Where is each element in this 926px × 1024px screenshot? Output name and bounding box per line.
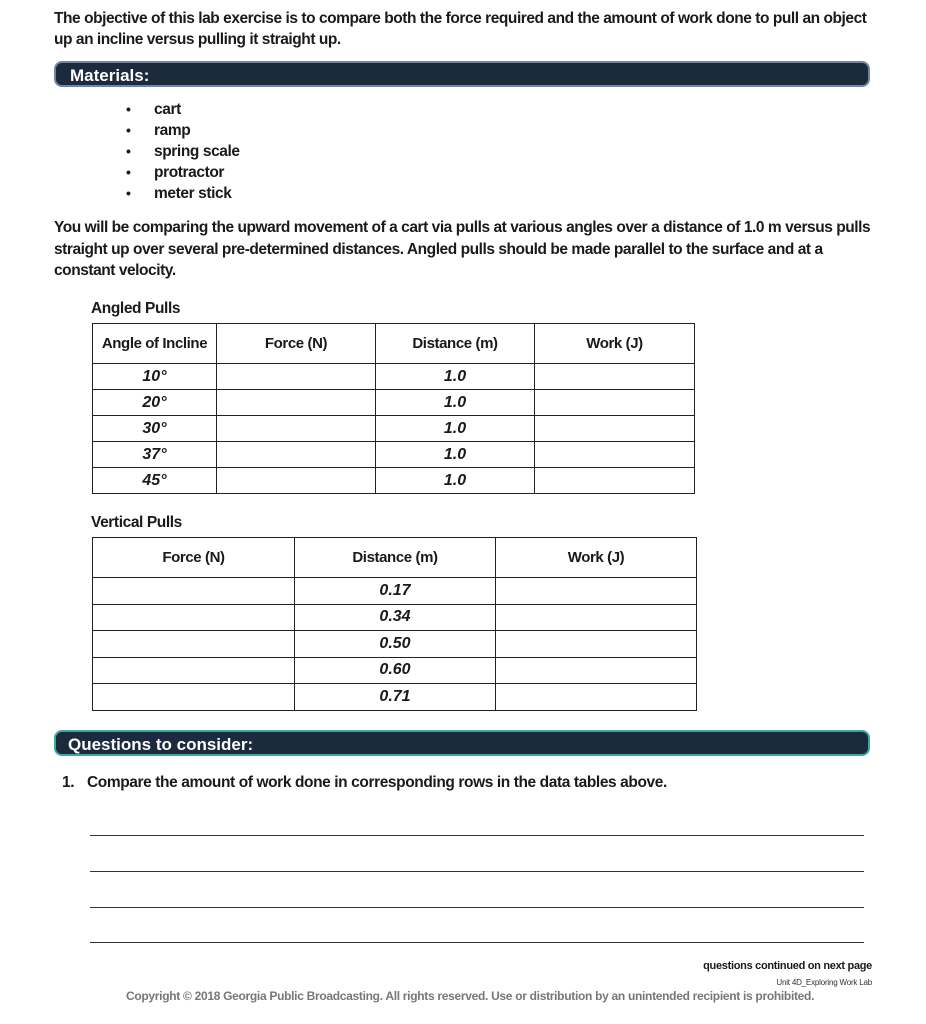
distance-cell: 0.34 [295,604,496,631]
materials-list [120,99,240,204]
force-cell [93,631,295,658]
header-force: Force (N) [217,324,376,364]
table-header-row [93,324,695,364]
header-distance: Distance (m) [295,538,496,578]
question-text: Compare the amount of work done in corresponding rows in the data tables above. [87,774,667,791]
table-row [93,390,695,416]
work-cell [535,390,695,416]
questions-heading: Questions to consider: [54,730,870,756]
material-label: protractor [154,164,225,181]
lab-objective-text: The objective of this lab exercise is to compare both the force required and the amount of work done to pull an object up an incline versus pulling it straight up. [54,10,867,48]
force-cell [217,364,376,390]
distance-cell: 1.0 [376,364,535,390]
distance-cell: 1.0 [376,442,535,468]
table-row [93,578,697,605]
force-cell [93,684,295,711]
table-row [93,631,697,658]
material-label: cart [154,101,181,118]
distance-cell: 0.71 [295,684,496,711]
header-force: Force (N) [93,538,295,578]
work-cell [535,442,695,468]
table-row [93,468,695,494]
work-cell [535,468,695,494]
force-cell [217,468,376,494]
force-cell [217,390,376,416]
force-cell [93,578,295,605]
distance-cell: 1.0 [376,468,535,494]
header-work: Work (J) [535,324,695,364]
materials-heading: Materials: [54,61,870,87]
material-label: spring scale [154,143,240,160]
distance-cell: 0.60 [295,657,496,684]
material-item [120,120,240,141]
material-item [120,162,240,183]
work-cell [535,416,695,442]
angle-cell: 20° [93,390,217,416]
force-cell [93,657,295,684]
table-row [93,364,695,390]
work-cell [496,578,697,605]
continued-note: questions continued on next page [703,960,872,972]
bullet-icon: • [126,101,131,117]
answer-line[interactable] [90,835,864,836]
question-number: 1. [62,774,75,791]
angled-pulls-title: Angled Pulls [91,300,181,317]
table-row [93,657,697,684]
work-cell [496,631,697,658]
force-cell [217,442,376,468]
vertical-pulls-table [92,537,697,711]
material-item [120,183,240,204]
distance-cell: 0.50 [295,631,496,658]
angle-cell: 37° [93,442,217,468]
table-row [93,684,697,711]
table-row [93,604,697,631]
angle-cell: 45° [93,468,217,494]
bullet-icon: • [126,185,131,201]
angle-cell: 10° [93,364,217,390]
bullet-icon: • [126,164,131,180]
force-cell [93,604,295,631]
question-item [62,774,667,792]
distance-cell: 1.0 [376,416,535,442]
copyright-notice: Copyright © 2018 Georgia Public Broadcasting. All rights reserved. Use or distribution by an unintended recipient is prohibited. [126,989,815,1003]
angle-cell: 30° [93,416,217,442]
header-work: Work (J) [496,538,697,578]
table-row [93,416,695,442]
table-header-row [93,538,697,578]
table-row [93,442,695,468]
distance-cell: 0.17 [295,578,496,605]
material-label: ramp [154,122,191,139]
work-cell [496,684,697,711]
bullet-icon: • [126,143,131,159]
force-cell [217,416,376,442]
vertical-pulls-title: Vertical Pulls [91,514,182,531]
material-item [120,99,240,120]
procedure-paragraph: You will be comparing the upward movement of a cart via pulls at various angles over a distance of 1.0 m versus pulls straight up over several pre-determined distances. Angled pulls should be made parallel to the surface and at a constant velocity. [54,219,871,279]
work-cell [496,604,697,631]
material-label: meter stick [154,185,232,202]
work-cell [496,657,697,684]
answer-line[interactable] [90,871,864,872]
answer-line[interactable] [90,942,864,943]
answer-line[interactable] [90,907,864,908]
unit-label: Unit 4D_Exploring Work Lab [776,978,872,987]
distance-cell: 1.0 [376,390,535,416]
bullet-icon: • [126,122,131,138]
angled-pulls-table [92,323,695,494]
material-item [120,141,240,162]
header-angle: Angle of Incline [93,324,217,364]
work-cell [535,364,695,390]
header-distance: Distance (m) [376,324,535,364]
